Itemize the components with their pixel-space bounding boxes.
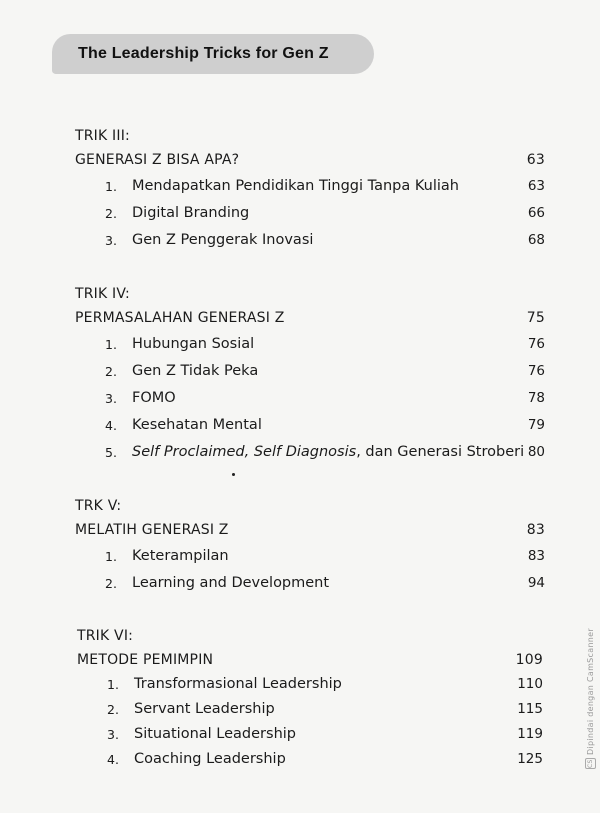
- entry-title: Coaching Leadership: [134, 751, 286, 767]
- entry-page: 125: [517, 751, 543, 767]
- entry-title: Situational Leadership: [134, 726, 296, 742]
- entry-title: Gen Z Tidak Peka: [132, 363, 259, 379]
- entry-page: 79: [527, 417, 545, 433]
- section-page: 63: [526, 152, 545, 168]
- entry-title: Transformasional Leadership: [134, 676, 342, 692]
- entry-title: Hubungan Sosial: [132, 336, 255, 352]
- toc-entry[interactable]: [75, 173, 545, 200]
- camscanner-watermark: [585, 628, 596, 769]
- toc-entry[interactable]: [75, 412, 545, 439]
- section-title: [77, 650, 543, 670]
- section-title-text: METODE PEMIMPIN: [77, 652, 214, 668]
- entry-page: 119: [517, 726, 543, 742]
- entry-title: Gen Z Penggerak Inovasi: [132, 232, 314, 248]
- toc-entry[interactable]: [75, 439, 545, 466]
- watermark-text: Dipindai dengan CamScanner: [586, 628, 595, 755]
- section-label: TRIK IV:: [75, 286, 130, 302]
- entry-title-rest: , dan Generasi Stroberi: [356, 444, 525, 460]
- entry-number: 5.: [105, 445, 117, 460]
- entry-page: 115: [517, 701, 543, 717]
- entry-page: 78: [527, 390, 545, 406]
- toc-entry[interactable]: [75, 358, 545, 385]
- toc-entry[interactable]: [75, 385, 545, 412]
- entry-number: 4.: [105, 418, 117, 433]
- entry-page: 80: [527, 444, 545, 460]
- entry-number: 1.: [105, 549, 117, 564]
- entry-title: [132, 439, 524, 466]
- entry-page: 66: [527, 205, 545, 221]
- toc-entry[interactable]: [75, 543, 545, 570]
- toc-entry[interactable]: [77, 697, 543, 722]
- section-title-text: MELATIH GENERASI Z: [75, 522, 229, 538]
- entry-number: 3.: [107, 727, 119, 742]
- entry-number: 2.: [105, 576, 117, 591]
- entry-title-italic: Self Proclaimed, Self Diagnosis: [132, 444, 357, 460]
- entry-number: 2.: [105, 206, 117, 221]
- section-title-text: GENERASI Z BISA APA?: [75, 152, 240, 168]
- entry-page: 76: [527, 363, 545, 379]
- entry-title: Digital Branding: [132, 205, 250, 221]
- toc-entry[interactable]: [75, 570, 545, 597]
- toc-entry[interactable]: [75, 200, 545, 227]
- entry-number: 1.: [107, 677, 119, 692]
- entry-number: 4.: [107, 752, 119, 767]
- section-page: 109: [515, 652, 543, 668]
- entry-title: Learning and Development: [132, 575, 330, 591]
- entry-number: 3.: [105, 233, 117, 248]
- entry-title: Kesehatan Mental: [132, 417, 262, 433]
- stray-dot: [232, 473, 235, 476]
- entry-number: 3.: [105, 391, 117, 406]
- section-page: 83: [526, 522, 545, 538]
- entry-title: Keterampilan: [132, 548, 229, 564]
- running-header: [52, 34, 374, 74]
- toc-section-trik-vi: [77, 626, 543, 772]
- entry-title: Mendapatkan Pendidikan Tinggi Tanpa Kuliah: [132, 178, 459, 194]
- camscanner-icon: CS: [587, 759, 594, 768]
- section-page: 75: [526, 310, 545, 326]
- section-label: TRK V:: [75, 498, 122, 514]
- entry-number: 1.: [105, 337, 117, 352]
- section-label: TRIK III:: [75, 128, 130, 144]
- toc-section-trk-v: [75, 496, 545, 597]
- toc-entry[interactable]: [75, 227, 545, 254]
- toc-entry[interactable]: [77, 722, 543, 747]
- entry-title: FOMO: [132, 390, 176, 406]
- toc-entry[interactable]: [75, 331, 545, 358]
- section-title-text: PERMASALAHAN GENERASI Z: [75, 310, 285, 326]
- entry-page: 110: [517, 676, 543, 692]
- entry-title: Servant Leadership: [134, 701, 275, 717]
- toc-entry[interactable]: [77, 672, 543, 697]
- toc-section-trik-iv: [75, 284, 545, 466]
- entry-number: 2.: [105, 364, 117, 379]
- toc-entry[interactable]: [77, 747, 543, 772]
- entry-page: 63: [527, 178, 545, 194]
- section-title: [75, 308, 545, 328]
- entry-page: 94: [527, 575, 545, 591]
- entry-number: 1.: [105, 179, 117, 194]
- section-title: [75, 150, 545, 170]
- entry-number: 2.: [107, 702, 119, 717]
- toc-section-trik-iii: [75, 126, 545, 254]
- entry-page: 76: [527, 336, 545, 352]
- book-title: The Leadership Tricks for Gen Z: [78, 45, 329, 62]
- section-label: TRIK VI:: [77, 628, 134, 644]
- entry-page: 68: [527, 232, 545, 248]
- section-title: [75, 520, 545, 540]
- entry-page: 83: [527, 548, 545, 564]
